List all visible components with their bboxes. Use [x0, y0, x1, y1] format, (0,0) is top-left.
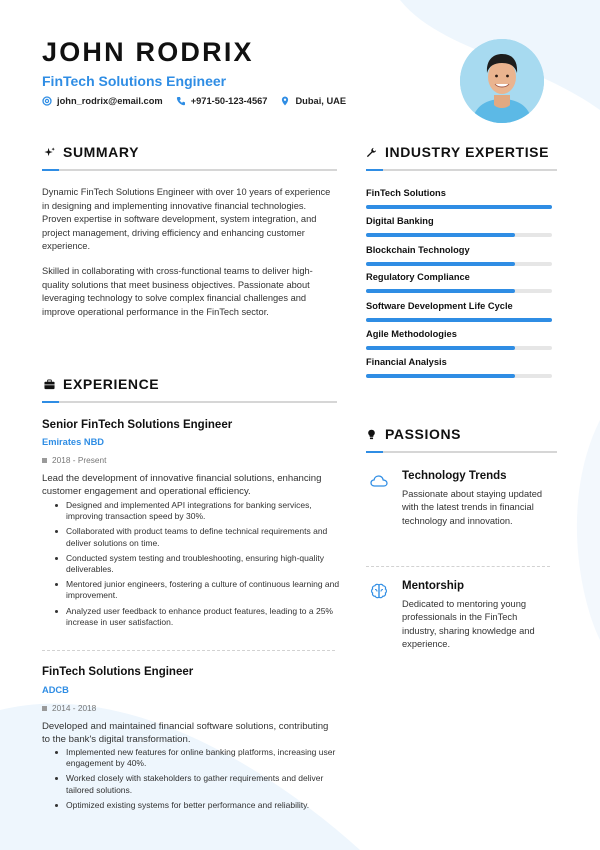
- skill-bar: [366, 318, 552, 322]
- email-text: john_rodrix@email.com: [57, 96, 163, 106]
- at-icon: [42, 96, 52, 106]
- expertise-heading: [366, 144, 549, 160]
- passion-separator: [366, 566, 550, 567]
- skill-item: [366, 328, 552, 350]
- job-separator: [42, 650, 335, 651]
- list-item: Mentored junior engineers, fostering a culture of continuous learning and improvement.: [52, 579, 342, 601]
- list-item: Collaborated with product teams to define technical requirements and deliver solutions on time.: [52, 526, 342, 548]
- cloud-icon: [370, 472, 388, 490]
- list-item: Optimized existing systems for better performance and reliability.: [52, 800, 342, 811]
- skill-bar: [366, 289, 552, 293]
- skill-bar: [366, 346, 552, 350]
- skill-name: Blockchain Technology: [366, 245, 470, 255]
- calendar-icon: [42, 458, 47, 463]
- skill-item: [366, 244, 552, 266]
- skill-name: Digital Banking: [366, 216, 434, 226]
- location-pin-icon: [280, 96, 290, 106]
- skill-name: Agile Methodologies: [366, 329, 457, 339]
- skill-name: FinTech Solutions: [366, 188, 446, 198]
- skill-name: Financial Analysis: [366, 357, 447, 367]
- skill-item: [366, 300, 552, 322]
- wrench-icon: [366, 147, 377, 158]
- contact-phone[interactable]: [176, 94, 268, 108]
- passions-divider: [366, 451, 557, 453]
- job-1-description: Lead the development of innovative financial solutions, enhancing customer engagement and operational efficiency.: [42, 473, 322, 498]
- skill-item: [366, 215, 552, 237]
- skill-bar-fill: [366, 262, 515, 266]
- passion-item: [370, 580, 552, 672]
- job-2-dates: [42, 703, 96, 713]
- briefcase-icon: [44, 379, 55, 390]
- skill-item: [366, 187, 552, 209]
- skill-name: Regulatory Compliance: [366, 272, 470, 282]
- passion-title: Technology Trends: [402, 470, 507, 482]
- passion-item: [370, 470, 552, 562]
- passions-heading-text: PASSIONS: [385, 426, 462, 442]
- job-2-company: ADCB: [42, 685, 69, 695]
- phone-text: +971-50-123-4567: [190, 96, 268, 106]
- summary-divider: [42, 169, 337, 171]
- skill-bar: [366, 374, 552, 378]
- job-1-dates: [42, 455, 106, 465]
- skill-bar: [366, 262, 552, 266]
- skill-item: [366, 356, 552, 378]
- job-2-description: Developed and maintained financial software solutions, contributing to the bank's digital transformation.: [42, 721, 329, 746]
- skill-bar-fill: [366, 374, 515, 378]
- contact-bar: [42, 94, 346, 108]
- experience-heading-text: EXPERIENCE: [63, 376, 160, 392]
- job-2-bullets: [52, 747, 342, 815]
- summary-paragraph-1: Dynamic FinTech Solutions Engineer with over 10 years of experience in designing and implementing innovative financial technologies. Proven expertise in software development, system integration, and project management, driving efficiency and enhancing customer experience.: [42, 187, 331, 251]
- list-item: Designed and implemented API integrations for banking services, improving transaction speed by 30%.: [52, 500, 342, 522]
- profile-photo: [460, 39, 544, 123]
- avatar: [460, 39, 544, 123]
- contact-location: [280, 94, 346, 108]
- skill-bar: [366, 233, 552, 237]
- job-1-bullets: [52, 500, 342, 632]
- brain-icon: [370, 582, 388, 600]
- skill-item: [366, 271, 552, 293]
- job-2-dates-text: 2014 - 2018: [52, 703, 97, 713]
- experience-heading: [44, 376, 159, 392]
- expertise-divider: [366, 169, 557, 171]
- summary-heading: [44, 144, 139, 160]
- sparkle-icon: [44, 147, 55, 158]
- summary-paragraph-2: Skilled in collaborating with cross-functional teams to deliver high-quality solutions that meet business objectives. Passionate about leveraging technology to solve complex financial challenges and improve operational performance in the FinTech sector.: [42, 266, 313, 317]
- candidate-name: JOHN RODRIX: [42, 37, 254, 67]
- job-1-company: Emirates NBD: [42, 437, 105, 447]
- phone-icon: [176, 96, 186, 106]
- summary-heading-text: SUMMARY: [63, 144, 140, 160]
- passion-description: Passionate about staying updated with the latest trends in financial technology and innovation.: [402, 489, 543, 526]
- list-item: Conducted system testing and troubleshooting, ensuring high-quality deliverables.: [52, 553, 342, 575]
- contact-email[interactable]: [42, 94, 163, 108]
- lightbulb-icon: [366, 429, 377, 440]
- job-1-title: Senior FinTech Solutions Engineer: [42, 419, 233, 431]
- skill-bar-fill: [366, 289, 515, 293]
- job-title-headline: FinTech Solutions Engineer: [42, 73, 227, 89]
- expertise-heading-text: INDUSTRY EXPERTISE: [385, 144, 550, 160]
- job-1-dates-text: 2018 - Present: [52, 455, 107, 465]
- skill-bar-fill: [366, 233, 515, 237]
- skill-bar-fill: [366, 205, 552, 209]
- list-item: Worked closely with stakeholders to gather requirements and deliver tailored solutions.: [52, 773, 342, 795]
- skill-name: Software Development Life Cycle: [366, 301, 513, 311]
- list-item: Implemented new features for online banking platforms, increasing user engagement by 40%.: [52, 747, 342, 769]
- calendar-icon: [42, 706, 47, 711]
- skill-bar: [366, 205, 552, 209]
- skill-bar-fill: [366, 318, 552, 322]
- passions-heading: [366, 426, 461, 442]
- list-item: Analyzed user feedback to enhance product features, leading to a 25% increase in user satisfaction.: [52, 606, 342, 628]
- experience-divider: [42, 401, 337, 403]
- passion-description: Dedicated to mentoring young professionals in the FinTech industry, sharing knowledge and experience.: [402, 599, 535, 649]
- location-text: Dubai, UAE: [295, 96, 347, 106]
- job-2-title: FinTech Solutions Engineer: [42, 666, 194, 678]
- skill-bar-fill: [366, 346, 515, 350]
- passion-title: Mentorship: [402, 580, 464, 592]
